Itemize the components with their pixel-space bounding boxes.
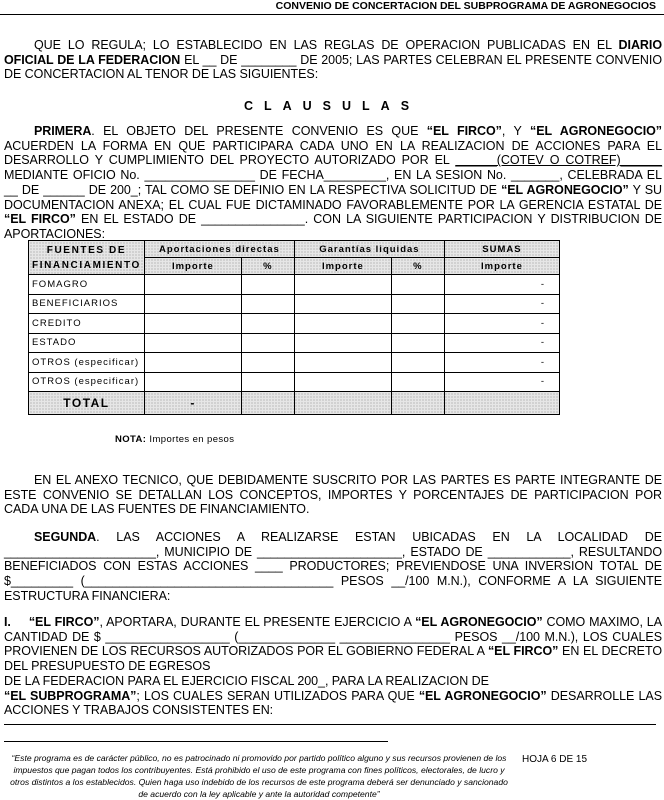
table-row [29, 333, 560, 353]
row-source-name: OTROS (especificar) [29, 372, 145, 392]
seccion-i-text-5: ; LOS CUALES SERAN UTILIZADOS PARA QUE [136, 688, 419, 703]
seccion-i-text-3: EN EL DECRETO DEL PRESUPUESTO DE EGRESOS [4, 644, 662, 674]
table-row [29, 314, 560, 334]
intro-text-2: EL __ DE ________ DE 2005; LAS PARTES CELEBRAN EL PRESENTE CONVENIO DE CONCERTACION AL TENOR DE LAS SIGUIENTES: [4, 52, 662, 82]
cell-empty [391, 392, 444, 415]
primera-underlined: ______(COTEV O COTREF)______ [455, 153, 662, 168]
primera-bold-3: “EL AGRONEGOCIO” [501, 182, 629, 197]
cell-empty [241, 353, 294, 373]
table-header-row [29, 241, 560, 258]
seccion-i-bold-3: “EL FIRCO” [487, 644, 559, 659]
total-label: TOTAL [29, 392, 145, 415]
primera-paragraph [4, 124, 662, 242]
cell-empty [144, 333, 241, 353]
cell-empty [241, 294, 294, 314]
cell-empty [144, 314, 241, 334]
row-source-name: CREDITO [29, 314, 145, 334]
clausulas-heading: CLAUSULAS [243, 99, 421, 113]
table-row [29, 372, 560, 392]
cell-empty [391, 353, 444, 373]
row-source-name: FOMAGRO [29, 275, 145, 295]
seccion-i-label: I. [4, 615, 11, 629]
cell-empty [444, 392, 559, 415]
row-source-name: ESTADO [29, 333, 145, 353]
cell-empty [144, 275, 241, 295]
cell-empty [144, 353, 241, 373]
cell-empty [391, 333, 444, 353]
primera-bold-1: “EL FIRCO” [426, 124, 502, 138]
row-source-name: OTROS (especificar) [29, 353, 145, 373]
header-aportaciones: Aportaciones directas [144, 241, 294, 258]
subheader-pct-2: % [391, 258, 444, 275]
cell-empty [294, 314, 391, 334]
seccion-i-paragraph [4, 615, 662, 718]
primera-text-3: ACUERDEN LA FORMA EN QUE PARTICIPARA CADA UNO EN LA REALIZACION DE ACCIONES PARA EL DESARROLLO Y CUMPLIMIENTO DEL PROYECTO AUTORIZADO POR EL [4, 138, 662, 168]
page-number: HOJA 6 DE 15 [522, 754, 588, 765]
table-row [29, 275, 560, 295]
financing-table [28, 240, 560, 415]
cell-empty [294, 392, 391, 415]
row-sum: - [444, 275, 559, 295]
header-garantias: Garantías liquidas [294, 241, 444, 258]
cell-empty [144, 372, 241, 392]
primera-text-6: EN EL ESTADO DE _______________. CON LA SIGUIENTE PARTICIPACION Y DISTRIBUCION DE APORTACIONES: [4, 212, 662, 241]
subheader-importe-2: Importe [294, 258, 391, 275]
cell-empty [391, 275, 444, 295]
intro-text-1: QUE LO REGULA; LO ESTABLECIDO EN LAS REGLAS DE OPERACION PUBLICADAS EN EL [34, 38, 619, 52]
seccion-i-text-6: DESARROLLE LAS ACCIONES Y TRABAJOS CONSISTENTES EN: [4, 688, 662, 718]
primera-text-4: MEDIANTE OFICIO No. ________________ DE FECHA_________, EN LA SESION No. _______, CELEBRADA EL __ DE ______ DE 200_; TAL COMO SE DEFINIO EN LA RESPECTIVA SOLICITUD DE [4, 168, 662, 197]
header-sumas: SUMAS [444, 241, 559, 258]
segunda-label: SEGUNDA [34, 530, 97, 544]
segunda-text: . LAS ACCIONES A REALIZARSE ESTAN UBICADAS EN LA LOCALIDAD DE ______________________, MUNICIPIO DE _____________________, ESTADO DE ____________, RESULTANDO BENEFICIADOS CON ESTAS ACCIONES ____ PRODUCTORES; PREVIENDOSE UNA INVERSION TOTAL DE $_________ (____________________________________ PESOS __/100 M.N.), CONFORME A LA SIGUIENTE ESTRUCTURA FINANCIERA: [4, 530, 662, 603]
page-header [0, 0, 664, 15]
segunda-paragraph [4, 530, 662, 604]
anexo-paragraph [4, 473, 662, 517]
anexo-text: EN EL ANEXO TECNICO, QUE DEBIDAMENTE SUSCRITO POR LAS PARTES ES PARTE INTEGRANTE DE ESTE CONVENIO SE DETALLAN LOS CONCEPTOS, IMPORTES Y PORCENTAJES DE PARTICIPACION POR CADA UNA DE LAS FUENTES DE FINANCIAMIENTO. [4, 473, 662, 517]
primera-bold-4: “EL FIRCO” [4, 212, 76, 227]
row-sum: - [444, 353, 559, 373]
footnote-separator [4, 741, 388, 742]
fill-line [4, 724, 656, 725]
cell-empty [241, 275, 294, 295]
note-text: Importes en pesos [146, 434, 235, 445]
seccion-i-text-2: COMO MAXIMO, LA CANTIDAD DE $ __________________ (______________ ________________ PESOS __/100 M.N.), LOS CUALES PROVIENEN DE LOS RECURSOS AUTORIZADOS POR EL GOBIERNO FEDERAL A [4, 615, 662, 659]
row-sum: - [444, 333, 559, 353]
intro-bold-1: DIARIO OFICIAL DE LA FEDERACION [4, 38, 662, 67]
note-label: NOTA: [115, 434, 147, 445]
seccion-i-bold-4: “EL SUBPROGRAMA” [4, 688, 137, 703]
cell-empty [241, 392, 294, 415]
seccion-i-bold-2: “EL AGRONEGOCIO” [415, 615, 543, 629]
table-note [115, 434, 234, 445]
seccion-i-bold-1: “EL FIRCO” [28, 615, 100, 629]
legal-legend: “Este programa es de carácter público, no es patrocinado ni promovido por partido político alguno y sus recursos provienen de los impuestos que pagan todos los contribuyentes. Está prohibido el uso de este programa con fines políticos, electorales, de lucro y otros distintos a los establecidos. Quien haga uso indebido de los recursos de este programa deberá ser denunciado y sancionado de acuerdo con la ley aplicable y ante la autoridad competente” [10, 753, 508, 799]
table-row [29, 353, 560, 373]
intro-paragraph [4, 38, 662, 82]
cell-empty [241, 372, 294, 392]
row-sum: - [444, 314, 559, 334]
primera-bold-2: “EL AGRONEGOCIO” [530, 124, 662, 138]
primera-text-5: Y SU DOCUMENTACION ANEXA; EL CUAL FUE DICTAMINADO FAVORABLEMENTE POR LA GERENCIA ESTATAL DE [4, 182, 662, 212]
cell-empty [241, 314, 294, 334]
primera-text-2: , Y [501, 124, 530, 138]
cell-empty [294, 353, 391, 373]
subheader-importe-3: Importe [444, 258, 559, 275]
primera-text-1: . EL OBJETO DEL PRESENTE CONVENIO ES QUE [91, 124, 427, 138]
document-title: CONVENIO DE CONCERTACION DEL SUBPROGRAMA DE AGRONEGOCIOS [275, 0, 656, 12]
cell-empty [391, 372, 444, 392]
cell-empty [241, 333, 294, 353]
cell-empty [294, 333, 391, 353]
row-sum: - [444, 372, 559, 392]
seccion-i-text-1: , APORTARA, DURANTE EL PRESENTE EJERCICIO A [99, 615, 416, 629]
cell-empty [391, 314, 444, 334]
subheader-importe-1: Importe [144, 258, 241, 275]
cell-empty [294, 372, 391, 392]
cell-empty [294, 275, 391, 295]
cell-empty [391, 294, 444, 314]
table-total-row [29, 392, 560, 415]
row-sum: - [444, 294, 559, 314]
primera-label: PRIMERA [34, 124, 92, 138]
cell-empty [144, 294, 241, 314]
table-row [29, 294, 560, 314]
row-source-name: BENEFICIARIOS [29, 294, 145, 314]
cell-empty [294, 294, 391, 314]
header-fuentes: FUENTES DE FINANCIAMIENTO [29, 241, 145, 275]
seccion-i-text-4: DE LA FEDERACION PARA EL EJERCICIO FISCAL 200_, PARA LA REALIZACION DE [4, 673, 489, 688]
total-value: - [144, 392, 241, 415]
seccion-i-bold-5: “EL AGRONEGOCIO” [418, 688, 547, 703]
subheader-pct-1: % [241, 258, 294, 275]
